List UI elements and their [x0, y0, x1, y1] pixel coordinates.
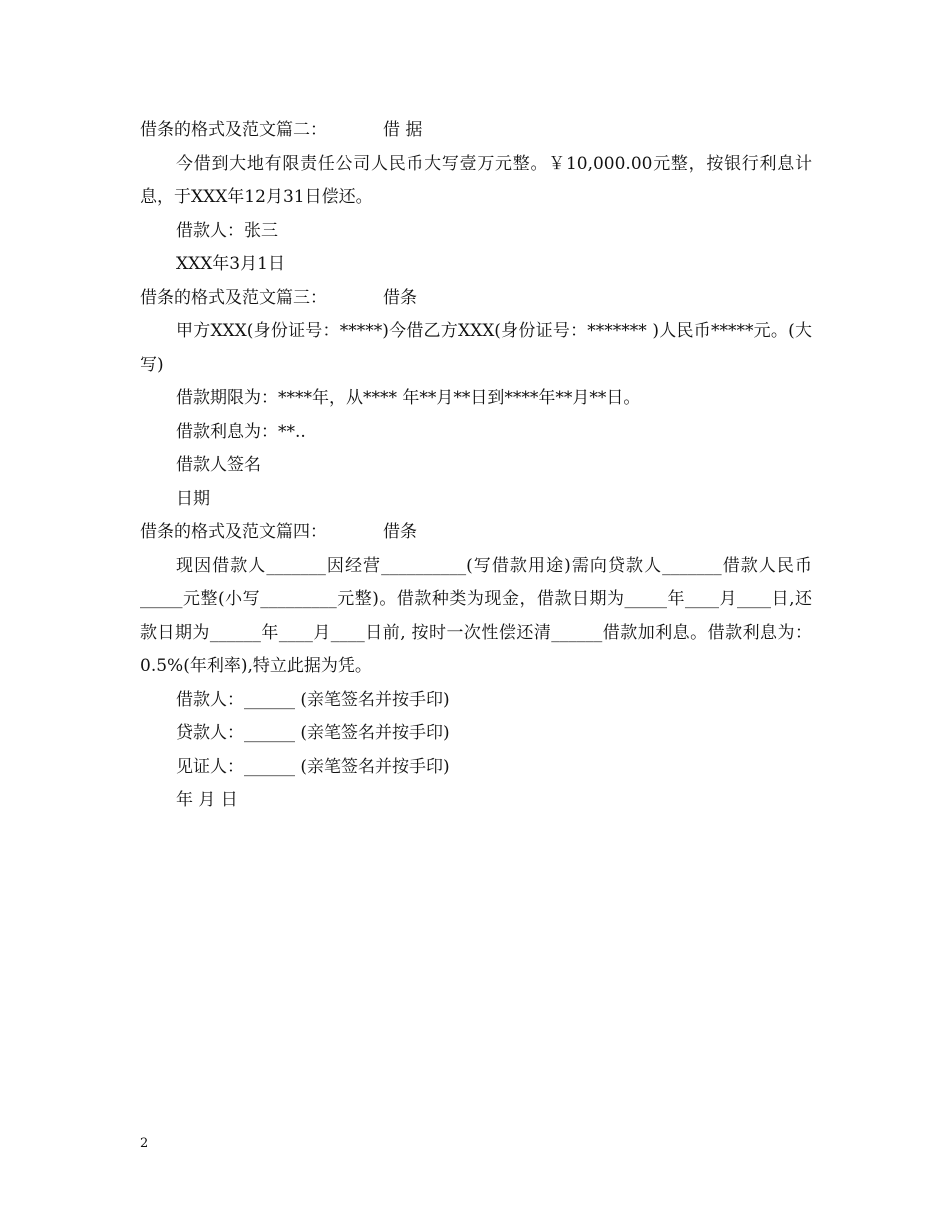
heading-label: 借条的格式及范文篇三： — [140, 287, 327, 308]
section-heading — [140, 516, 812, 550]
signature-line: 借款人签名 — [176, 455, 261, 475]
page-number: 2 — [140, 1136, 149, 1151]
body-paragraph: 今借到大地有限责任公司人民币大写壹万元整。￥10,000.00元整，按银行利息计息，于XXX年12月31日偿还。 — [140, 153, 812, 207]
lender-signature-line: 贷款人：______ (亲笔签名并按手印) — [176, 723, 450, 743]
heading-title: 借条 — [383, 522, 417, 542]
interest-line: 借款利息为：**.. — [176, 421, 306, 442]
body-paragraph: 现因借款人_______因经营__________(写借款用途)需向贷款人_______借款人民币_____元整(小写_________元整)。借款种类为现金，借款日期为_____年____月____日,还款日期为______年____月____日前, 按时一次性偿还清______借款加利息。借款利息为： 0.5%(年利率),特立此据为凭。 — [140, 555, 812, 676]
heading-title: 借 据 — [383, 120, 423, 140]
heading-label: 借条的格式及范文篇四： — [140, 522, 327, 542]
date-line: 年 月 日 — [176, 790, 238, 810]
date-line: 日期 — [176, 488, 210, 509]
heading-title: 借条 — [383, 287, 417, 308]
borrower-line: 借款人：张三 — [176, 220, 278, 241]
section-two — [140, 114, 812, 282]
witness-signature-line: 见证人：______ (亲笔签名并按手印) — [176, 756, 450, 777]
section-four — [140, 516, 812, 818]
section-heading — [140, 114, 812, 148]
section-heading — [140, 282, 812, 316]
loan-term-line: 借款期限为：****年，从**** 年**月**日到****年**月**日。 — [176, 388, 641, 408]
borrower-signature-line: 借款人：______ (亲笔签名并按手印) — [176, 689, 450, 710]
body-paragraph: 甲方XXX(身份证号：*****)今借乙方XXX(身份证号：******* )人民币*****元。(大写) — [140, 321, 812, 375]
section-three — [140, 282, 812, 517]
date-line: XXX年3月1日 — [176, 254, 285, 274]
heading-label: 借条的格式及范文篇二： — [140, 120, 327, 140]
document-body — [140, 114, 812, 818]
